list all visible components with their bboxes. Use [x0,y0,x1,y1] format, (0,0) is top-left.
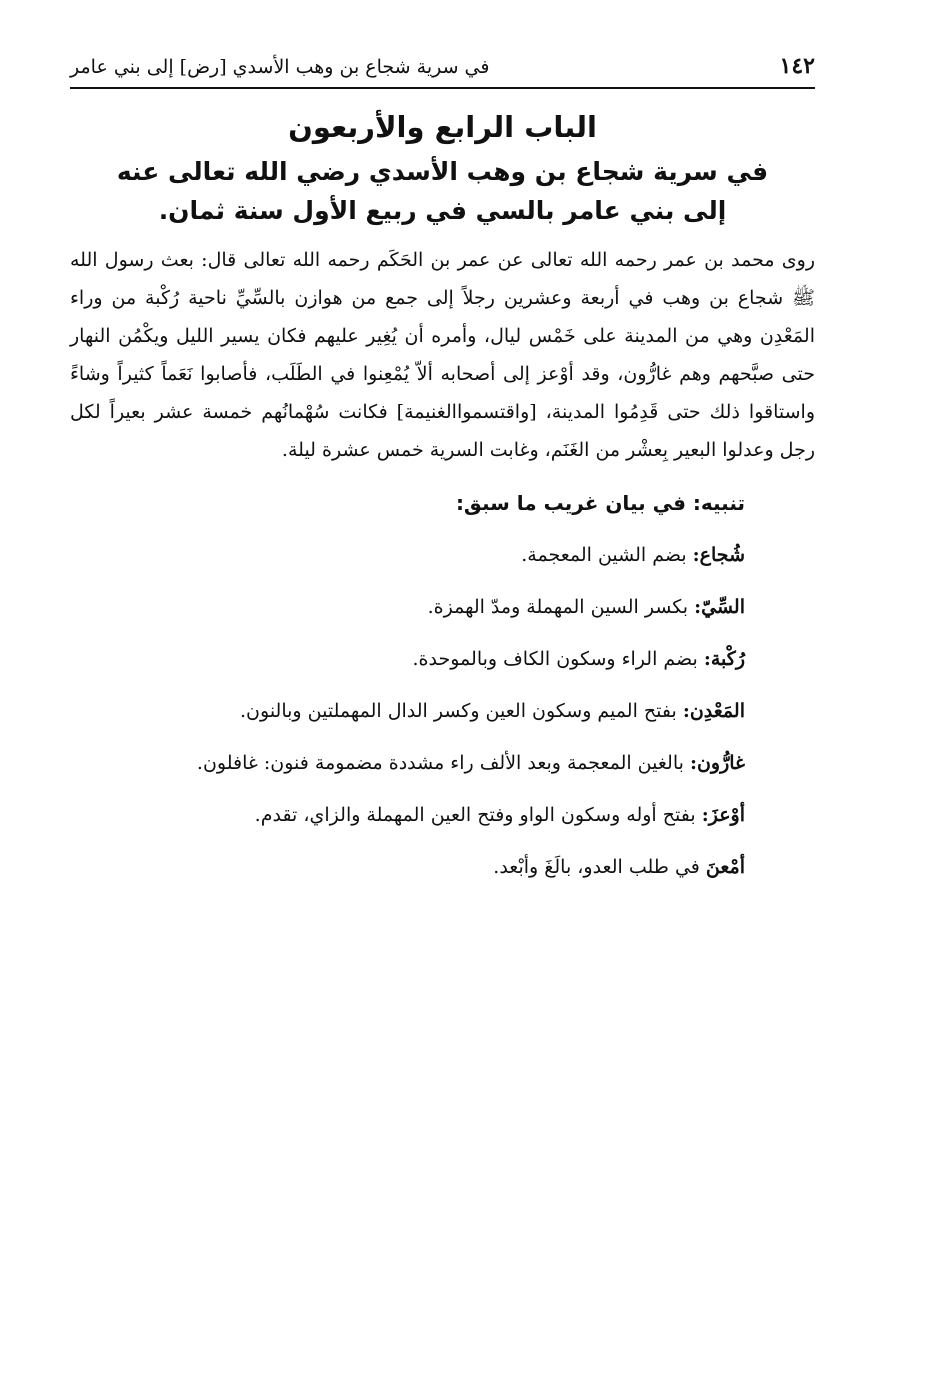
narration-paragraph: روى محمد بن عمر رحمه الله تعالى عن عمر بن الحَكَم رحمه الله تعالى قال: بعث رسول الله ﷺ شجاع بن وهب في أربعة وعشرين رجلاً إلى جمع من هوازن بالسِّيِّ ناحية رُكْبة من وراء المَعْدِن وهي من المدينة على خَمْس ليال، وأمره أن يُغِير عليهم فكان يسير الليل ويكْمُن النهار حتى صبَّحهم وهم غارُّون، وقد أوْعز إلى أصحابه ألاّ يُمْعِنوا في الطَلَب، فأصابوا نَعَماً كثيراً وشاءً واستاقوا ذلك حتى قَدِمُوا المدينة، [واقتسمواالغنيمة] فكانت سُهْمانُهم خمسة عشر بعيراً لكل رجل وعدلوا البعير بِعشْر من الغَنَم، وغابت السرية خمس عشرة ليلة. [70,248,815,461]
gloss-item [70,633,745,685]
gloss-term: غارُّون: [689,751,745,774]
gloss-item [70,789,745,841]
gloss-definition: بكسر السين المهملة ومدّ الهمزة. [427,595,695,618]
gloss-definition: بضم الراء وسكون الكاف وبالموحدة. [412,647,704,670]
gloss-term: أمْعنَ [705,855,745,878]
gloss-term: السِّيّ: [694,595,745,618]
gloss-term: أوْعزَ: [701,803,745,826]
gloss-term: رُكْبة: [703,647,745,670]
chapter-subtitle-line-2: إلى بني عامر بالسي في ربيع الأول سنة ثمان. [158,195,727,225]
page-number: ١٤٢ [779,53,815,79]
gloss-definition: بضم الشين المعجمة. [521,543,693,566]
gloss-term: المَعْدِن: [682,699,745,722]
running-header [70,52,815,89]
gloss-term: شُجاع: [692,543,745,566]
gloss-definition: بفتح أوله وسكون الواو وفتح العين المهملة والزاي، تقدم. [254,803,702,826]
chapter-title: الباب الرابع والأربعون [288,109,597,144]
chapter-subtitle-line-1: في سرية شجاع بن وهب الأسدي رضي الله تعالى عنه [116,157,769,187]
notes-heading: تنبيه: في بيان غريب ما سبق: [455,490,745,515]
book-page [70,52,815,893]
chapter-subtitle [70,153,815,231]
gloss-item [70,685,745,737]
gloss-item [70,737,745,789]
gloss-definition: بفتح الميم وسكون العين وكسر الدال المهملتين وبالنون. [240,699,683,722]
gloss-item [70,581,745,633]
gloss-item [70,841,745,893]
gloss-definition: في طلب العدو، بالَغَ وأبْعد. [493,855,706,878]
gloss-definition: بالغين المعجمة وبعد الألف راء مشددة مضمومة فنون: غافلون. [196,751,690,774]
running-title: في سرية شجاع بن وهب الأسدي [رض] إلى بني عامر [70,56,490,78]
gloss-list [70,529,815,893]
gloss-item [70,529,745,581]
